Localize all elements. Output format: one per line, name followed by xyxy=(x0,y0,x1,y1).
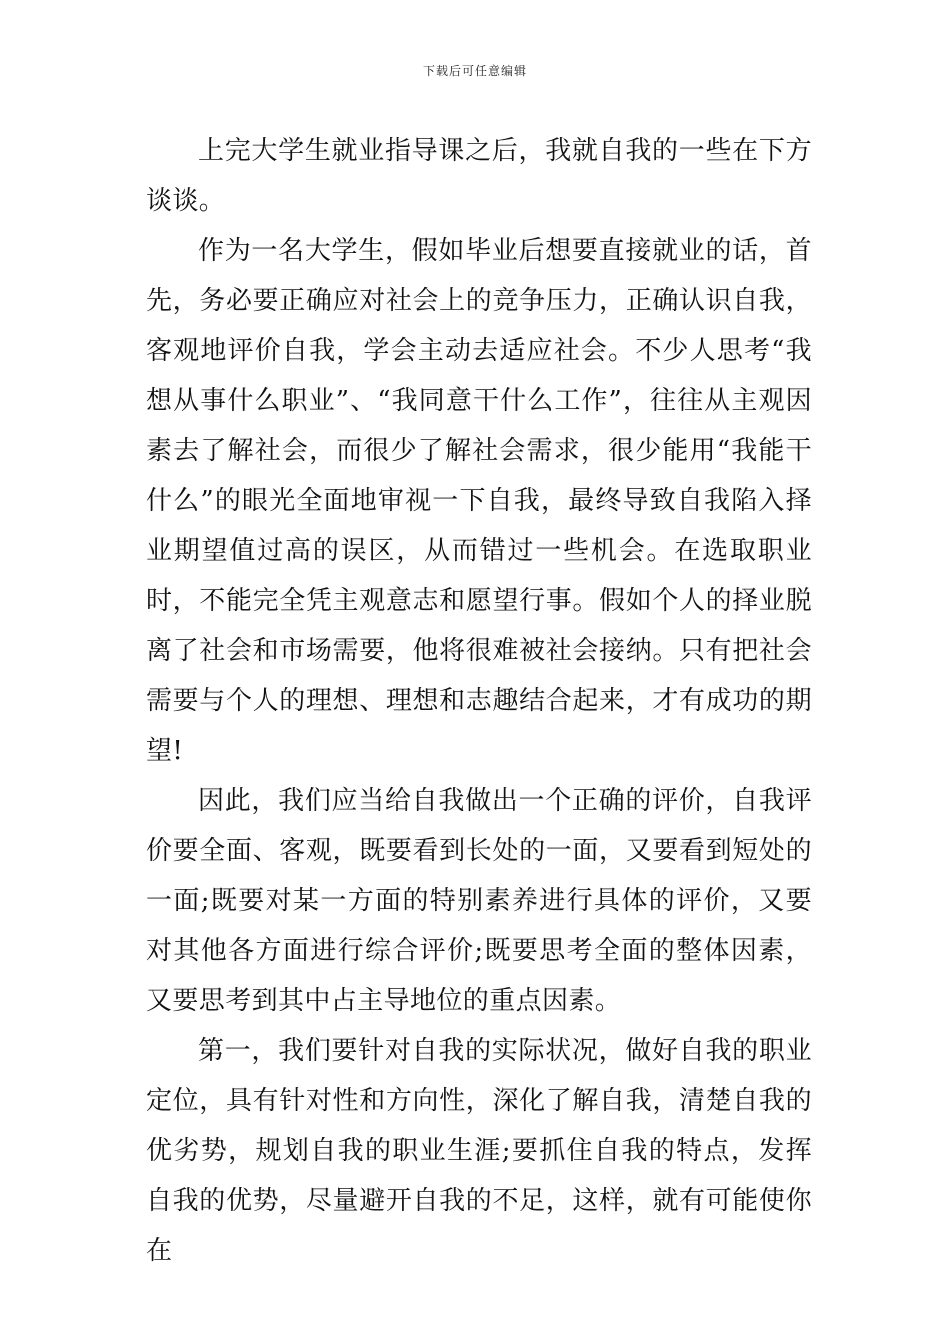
paragraph-1: 上完大学生就业指导课之后，我就自我的一些在下方谈谈。 xyxy=(146,136,812,216)
paragraph-2: 作为一名大学生，假如毕业后想要直接就业的话，首先，务必要正确应对社会上的竞争压力，正确认识自我，客观地评价自我，学会主动去适应社会。不少人思考“我想从事什么职业”、“我同意干什么工作”，往往从主观因素去了解社会，而很少了解社会需求，很少能用“我能干什么”的眼光全面地审视一下自我，最终导致自我陷入择业期望值过高的误区，从而错过一些机会。在选取职业时，不能完全凭主观意志和愿望行事。假如个人的择业脱离了社会和市场需要，他将很难被社会接纳。只有把社会需要与个人的理想、理想和志趣结合起来，才有成功的期望! xyxy=(146,236,812,766)
paragraph-4: 第一，我们要针对自我的实际状况，做好自我的职业定位，具有针对性和方向性，深化了解自我，清楚自我的优劣势，规划自我的职业生涯;要抓住自我的特点，发挥自我的优势，尽量避开自我的不足，这样，就有可能使你在 xyxy=(146,1036,812,1266)
document-body xyxy=(146,126,812,1276)
header-note: 下载后可任意编辑 xyxy=(422,64,527,78)
paragraph-3: 因此，我们应当给自我做出一个正确的评价，自我评价要全面、客观，既要看到长处的一面，又要看到短处的一面;既要对某一方面的特别素养进行具体的评价，又要对其他各方面进行综合评价;既要思考全面的整体因素，又要思考到其中占主导地位的重点因素。 xyxy=(146,786,812,1016)
